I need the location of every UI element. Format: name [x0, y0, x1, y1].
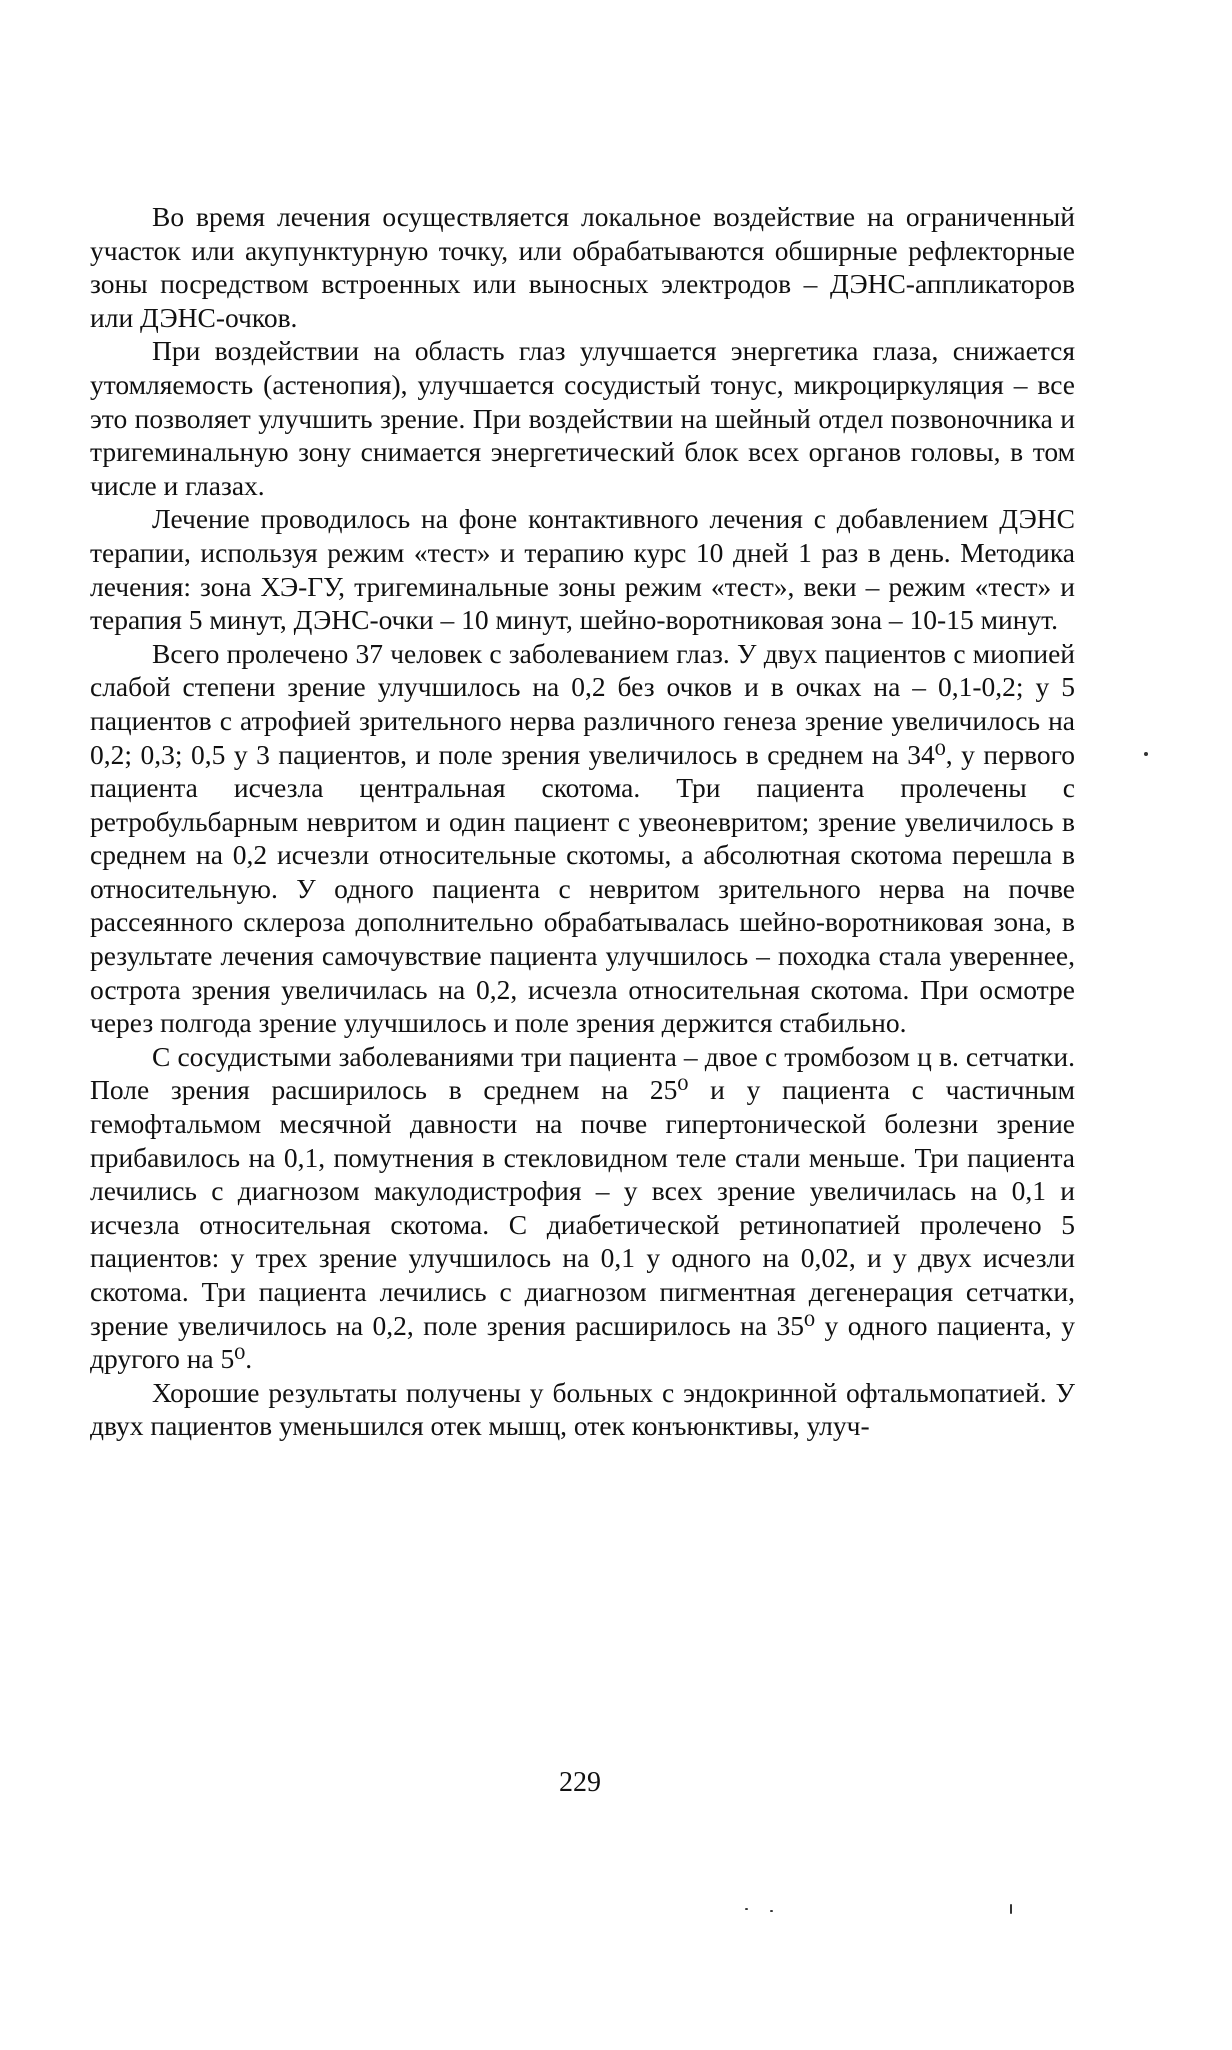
paragraph-6: Хорошие результаты получены у больных с эндокринной офтальмопатией. У двух пациентов уменьшился отек мышц, отек конъюнктивы, улуч-: [90, 1376, 1075, 1442]
page-number: 229: [559, 1767, 601, 1798]
paragraph-4: Всего пролечено 37 человек с заболеванием глаз. У двух пациентов с миопией слабой степени зрение улучшилось на 0,2 без очков и в очках на – 0,1-0,2; у 5 пациентов с атрофией зрительного нерва различного генеза зрение увеличилось на 0,2; 0,3; 0,5 у 3 пациентов, и поле зрения увеличилось в среднем на 34⁰, у первого пациента исчезла центральная скотома. Три пациента пролечены с ретробульбарным невритом и один пациент с увеоневритом; зрение увеличилось в среднем на 0,2 исчезли относительные скотомы, а абсолютная скотома перешла в относительную. У одного пациента с невритом зрительного нерва на почве рассеянного склероза дополнительно обрабатывалась шейно-воротниковая зона, в результате лечения самочувствие пациента улучшилось – походка стала увереннее, острота зрения увеличилась на 0,2, исчезла относительная скотома. При осмотре через полгода зрение улучшилось и поле зрения держится стабильно.: [90, 637, 1075, 1039]
paragraph-2: При воздействии на область глаз улучшается энергетика глаза, снижается утомляемость (астенопия), улучшается сосудистый тонус, микроциркуляция – все это позволяет улучшить зрение. При воздействии на шейный отдел позвоночника и тригеминальную зону снимается энергетический блок всех органов головы, в том числе и глазах.: [90, 335, 1075, 501]
body-text: [90, 200, 1075, 1443]
paragraph-1: Во время лечения осуществляется локальное воздействие на ограниченный участок или акупунктурную точку, или обрабатываются обширные рефлекторные зоны посредством встроенных или выносных электродов – ДЭНС-аппликаторов или ДЭНС-очков.: [90, 201, 1075, 333]
scan-speck: [770, 1910, 773, 1912]
scan-speck: [1144, 752, 1148, 756]
paragraph-3: Лечение проводилось на фоне контактивного лечения с добавлением ДЭНС терапии, используя режим «тест» и терапию курс 10 дней 1 раз в день. Методика лечения: зона ХЭ-ГУ, тригеминальные зоны режим «тест», веки – режим «тест» и терапия 5 минут, ДЭНС-очки – 10 минут, шейно-воротниковая зона – 10-15 минут.: [90, 503, 1075, 636]
scan-speck: [1010, 1904, 1012, 1914]
paragraph-5: С сосудистыми заболеваниями три пациента – двое с тромбозом ц в. сетчатки. Поле зрения расширилось в среднем на 25⁰ и у пациента с частичным гемофтальмом месячной давности на почве гипертонической болезни зрение прибавилось на 0,1, помутнения в стекловидном теле стали меньше. Три пациента лечились с диагнозом макулодистрофия – у всех зрение увеличилась на 0,1 и исчезла относительная скотома. С диабетической ретинопатией пролечено 5 пациентов: у трех зрение улучшилось на 0,1 у одного на 0,02, и у двух исчезли скотома. Три пациента лечились с диагнозом пигментная дегенерация сетчатки, зрение увеличилось на 0,2, поле зрения расширилось на 35⁰ у одного пациента, у другого на 5⁰.: [90, 1040, 1075, 1375]
scan-speck: [745, 1908, 748, 1910]
